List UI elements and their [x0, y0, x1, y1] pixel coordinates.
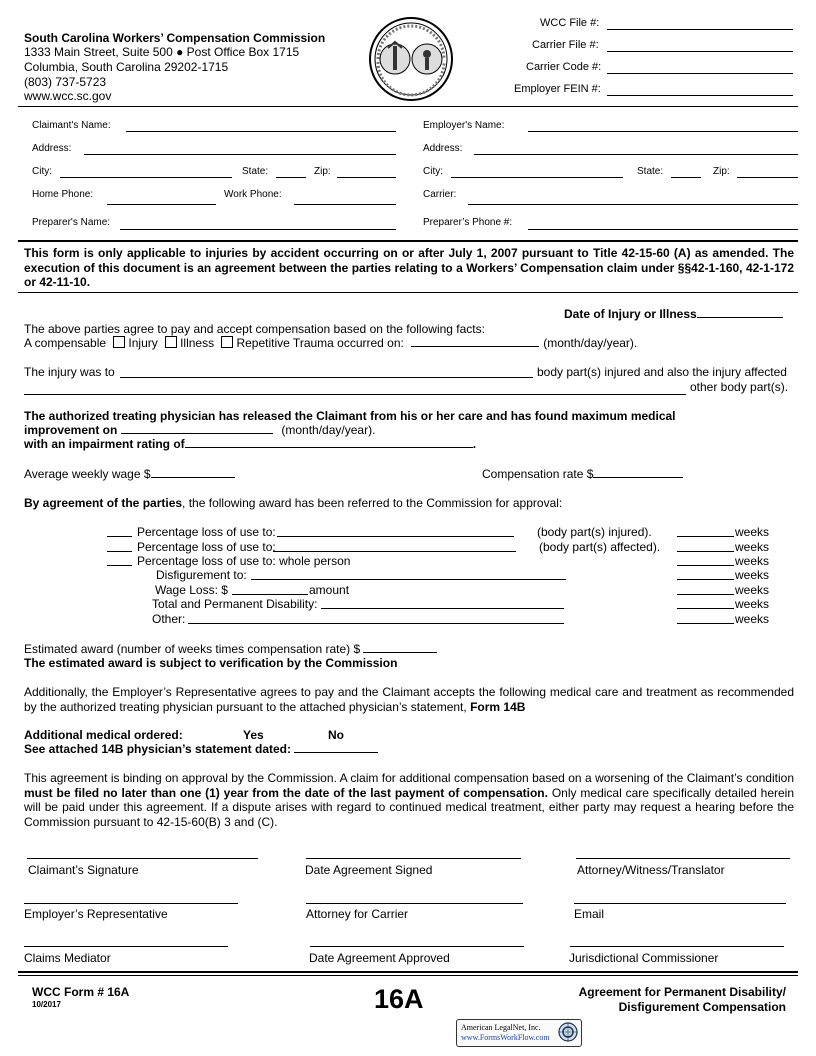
- claimant-signature-line[interactable]: [27, 858, 258, 859]
- injury-was-to-label: The injury was to: [24, 365, 115, 379]
- forms-workflow-logo[interactable]: [456, 1019, 582, 1047]
- employer-fein-label: Employer FEIN #:: [514, 83, 601, 95]
- carrier-file-input[interactable]: [607, 51, 793, 52]
- binding-part-1: This agreement is binding on approval by the Commission. A claim for additional compensation based on a worsening of the Claimant’s condition: [24, 771, 794, 785]
- form-revision: 10/2017: [32, 1000, 61, 1009]
- employer-city-label: City:: [423, 166, 443, 177]
- employer-name-label: Employer's Name:: [423, 120, 505, 131]
- affected-body-part-input[interactable]: [24, 394, 686, 395]
- additional-medical-text: [24, 685, 794, 714]
- pct-loss-affected-input[interactable]: [273, 551, 516, 552]
- claimant-city-label: City:: [32, 166, 52, 177]
- org-phone: (803) 737-5723: [24, 75, 107, 89]
- weeks-6-input[interactable]: [677, 608, 734, 609]
- globe-icon: [558, 1022, 578, 1042]
- pct-loss-affected-label: Percentage loss of use to:: [137, 540, 276, 554]
- employer-state-input[interactable]: [671, 177, 701, 178]
- claimant-zip-label: Zip:: [314, 166, 331, 177]
- employer-address-input[interactable]: [474, 154, 798, 155]
- email-label: Email: [574, 907, 605, 921]
- date-of-injury-input[interactable]: [697, 307, 783, 318]
- comp-rate-label: Compensation rate $: [482, 467, 594, 481]
- state-seal-icon: [368, 16, 454, 102]
- form-title-line-2: Disfigurement Compensation: [618, 1000, 786, 1014]
- estimated-award-label: Estimated award (number of weeks times compensation rate) $: [24, 642, 361, 656]
- award-intro-bold: By agreement of the parties: [24, 496, 183, 510]
- see-attached-label: See attached 14B physician’s statement dated:: [24, 742, 291, 756]
- improvement-on-label: improvement on: [24, 423, 118, 437]
- home-phone-label: Home Phone:: [32, 189, 94, 200]
- form-14b-ref: Form 14B: [470, 699, 526, 714]
- estimated-award-input[interactable]: [363, 642, 437, 653]
- compensable-label: A compensable: [24, 336, 107, 350]
- body-affected-note: (body part(s) affected).: [539, 540, 661, 554]
- claimant-zip-input[interactable]: [337, 177, 396, 178]
- employer-city-input[interactable]: [451, 177, 623, 178]
- employer-address-label: Address:: [423, 143, 463, 154]
- carrier-code-input[interactable]: [607, 73, 793, 74]
- pct-injured-check-input[interactable]: [107, 536, 132, 537]
- footer-divider-thin: [18, 975, 798, 976]
- estimate-subject-note: The estimated award is subject to verification by the Commission: [24, 656, 398, 670]
- avg-wage-input[interactable]: [151, 467, 235, 478]
- wcc-file-input[interactable]: [607, 29, 793, 30]
- weeks-7-input[interactable]: [677, 623, 734, 624]
- carrier-label: Carrier:: [423, 189, 457, 200]
- pct-loss-injured-input[interactable]: [277, 536, 514, 537]
- email-line[interactable]: [574, 903, 786, 904]
- injury-checkbox[interactable]: [113, 336, 125, 348]
- weeks-1-input[interactable]: [677, 536, 734, 537]
- weeks-3-input[interactable]: [677, 565, 734, 566]
- comp-rate-row: [482, 467, 683, 481]
- improvement-date-format: (month/day/year).: [281, 423, 376, 437]
- footer-divider: [18, 971, 798, 973]
- work-phone-label: Work Phone:: [224, 189, 282, 200]
- employer-zip-input[interactable]: [737, 177, 798, 178]
- repetitive-trauma-checkbox[interactable]: [221, 336, 233, 348]
- comp-rate-input[interactable]: [593, 467, 683, 478]
- date-approved-line[interactable]: [310, 946, 524, 947]
- pct-whole-check-input[interactable]: [107, 565, 132, 566]
- weeks-4-label: weeks: [735, 568, 770, 582]
- avg-wage-row: [24, 467, 235, 481]
- weeks-1-label: weeks: [735, 525, 770, 539]
- injury-label: Injury: [128, 336, 158, 350]
- attorney-witness-line[interactable]: [576, 858, 790, 859]
- date-signed-line[interactable]: [306, 858, 521, 859]
- claimant-name-label: Claimant's Name:: [32, 120, 111, 131]
- weeks-3-label: weeks: [735, 554, 770, 568]
- org-address-2: Columbia, South Carolina 29202-1715: [24, 60, 229, 74]
- notice-top-divider: [18, 240, 798, 242]
- date-of-injury-label: Date of Injury or Illness: [564, 307, 783, 321]
- illness-checkbox[interactable]: [165, 336, 177, 348]
- attorney-carrier-label: Attorney for Carrier: [306, 907, 409, 921]
- medical-yes-option[interactable]: Yes: [243, 728, 264, 742]
- occurrence-date-format: (month/day/year).: [543, 336, 638, 350]
- weeks-2-label: weeks: [735, 540, 770, 554]
- physician-statement-date-input[interactable]: [294, 742, 378, 753]
- illness-label: Illness: [180, 336, 215, 350]
- body-injured-note: (body part(s) injured).: [537, 525, 652, 539]
- physician-released-text: The authorized treating physician has released the Claimant from his or her care and has found maximum medical: [24, 409, 676, 423]
- impairment-rating-label: with an impairment rating of: [24, 437, 185, 451]
- other-body-label: other body part(s).: [690, 380, 789, 394]
- juris-commissioner-line[interactable]: [570, 946, 784, 947]
- claimant-address-label: Address:: [32, 143, 72, 154]
- wage-loss-amount-label: amount: [309, 583, 350, 597]
- logo-text-2: www.FormsWorkFlow.com: [461, 1033, 550, 1042]
- org-website[interactable]: www.wcc.sc.gov: [24, 89, 112, 103]
- claimant-state-label: State:: [242, 166, 269, 177]
- preparer-phone-label: Preparer’s Phone #:: [423, 217, 513, 228]
- weeks-5-label: weeks: [735, 583, 770, 597]
- work-phone-input[interactable]: [294, 204, 396, 205]
- compensable-row: [24, 336, 637, 350]
- facts-intro: The above parties agree to pay and accept compensation based on the following facts:: [24, 322, 485, 336]
- injury-body-part-input[interactable]: [120, 377, 533, 378]
- org-name: South Carolina Workers’ Compensation Commission: [24, 31, 326, 45]
- additional-medical-ordered-label: Additional medical ordered:: [24, 728, 183, 742]
- form-big-number: 16A: [374, 984, 424, 1014]
- improvement-row: [24, 423, 375, 437]
- body-injured-label: body part(s) injured and also the injury affected: [537, 365, 787, 379]
- employer-rep-label: Employer’s Representative: [24, 907, 168, 921]
- claimant-signature-label: Claimant’s Signature: [28, 863, 139, 877]
- form-title-line-1: Agreement for Permanent Disability/: [578, 985, 786, 999]
- form-number: WCC Form # 16A: [32, 985, 130, 999]
- org-address-1: 1333 Main Street, Suite 500 ● Post Office Box 1715: [24, 45, 300, 59]
- binding-deadline: must be filed no later than one (1) year from the date of the last payment of compensation.: [24, 785, 548, 800]
- header-divider: [18, 106, 798, 107]
- employer-zip-label: Zip:: [713, 166, 730, 177]
- pct-loss-injured-label: Percentage loss of use to:: [137, 525, 276, 539]
- claims-mediator-label: Claims Mediator: [24, 951, 111, 965]
- occurrence-date-input[interactable]: [411, 336, 539, 347]
- claimant-city-input[interactable]: [60, 177, 232, 178]
- award-intro-rest: , the following award has been referred to the Commission for approval:: [182, 496, 563, 510]
- attorney-carrier-line[interactable]: [306, 903, 523, 904]
- wage-loss-input[interactable]: [232, 594, 308, 595]
- total-permanent-label: Total and Permanent Disability:: [152, 597, 318, 611]
- weeks-2-input[interactable]: [677, 551, 734, 552]
- estimated-award-row: [24, 642, 437, 656]
- binding-part-2: Only medical care specifically detailed herein will be paid under this agreement. If a dispute arises with regard to continued medical treatment, either party may request a hearing before the Commission pursuant to 42-15-60(B) 3 and (C).: [24, 785, 795, 829]
- date-signed-label: Date Agreement Signed: [305, 863, 433, 877]
- applicability-notice: This form is only applicable to injuries by accident occurring on or after July 1, 2007 pursuant to Title 42-15-60 (A) as amended. The execution of this document is an agreement between the parties relating to a Workers’ Compensation claim under §§42-1-160, 42-1-172 or 42-11-10.: [24, 246, 794, 289]
- logo-text-1: American LegalNet, Inc.: [461, 1023, 541, 1032]
- pct-affected-check-input[interactable]: [107, 551, 132, 552]
- preparer-name-input[interactable]: [120, 229, 396, 230]
- impairment-rating-input[interactable]: [185, 437, 473, 448]
- avg-wage-label: Average weekly wage $: [24, 467, 151, 481]
- wage-loss-label: Wage Loss: $: [155, 583, 228, 597]
- claimant-state-input[interactable]: [276, 177, 306, 178]
- home-phone-input[interactable]: [107, 204, 216, 205]
- award-intro: [24, 496, 562, 510]
- other-input[interactable]: [188, 623, 564, 624]
- repetitive-trauma-label: Repetitive Trauma occurred on:: [236, 336, 404, 350]
- see-attached-row: [24, 742, 378, 756]
- employer-name-input[interactable]: [528, 131, 798, 132]
- date-approved-label: Date Agreement Approved: [309, 951, 450, 965]
- weeks-5-input[interactable]: [677, 594, 734, 595]
- carrier-file-label: Carrier File #:: [532, 39, 599, 51]
- weeks-4-input[interactable]: [677, 579, 734, 580]
- wcc-file-label: WCC File #:: [540, 17, 600, 29]
- total-permanent-input[interactable]: [321, 608, 564, 609]
- other-label: Other:: [152, 612, 186, 626]
- claimant-name-input[interactable]: [126, 131, 396, 132]
- impairment-row: with an impairment rating of .: [24, 437, 477, 451]
- employer-rep-line[interactable]: [24, 903, 238, 904]
- preparer-phone-input[interactable]: [528, 229, 798, 230]
- preparer-name-label: Preparer's Name:: [32, 217, 111, 228]
- disfigurement-input[interactable]: [251, 579, 566, 580]
- carrier-input[interactable]: [468, 204, 798, 205]
- binding-agreement-text: [24, 771, 794, 829]
- claims-mediator-line[interactable]: [24, 946, 228, 947]
- disfigurement-label: Disfigurement to:: [156, 568, 247, 582]
- medical-no-option[interactable]: No: [328, 728, 344, 742]
- employer-state-label: State:: [637, 166, 664, 177]
- juris-commissioner-label: Jurisdictional Commissioner: [569, 951, 719, 965]
- additional-medical-body: Additionally, the Employer’s Representative agrees to pay and the Claimant accepts the following medical care and treatment as recommended by the authorized treating physician pursuant to the attached physician’s statement,: [24, 685, 794, 714]
- improvement-date-input[interactable]: [121, 423, 273, 434]
- attorney-witness-label: Attorney/Witness/Translator: [577, 863, 725, 877]
- pct-loss-whole-label: Percentage loss of use to: whole person: [137, 554, 351, 568]
- notice-bottom-divider: [18, 292, 798, 293]
- weeks-6-label: weeks: [735, 597, 770, 611]
- carrier-code-label: Carrier Code #:: [526, 61, 602, 73]
- employer-fein-input[interactable]: [607, 95, 793, 96]
- claimant-address-input[interactable]: [84, 154, 396, 155]
- weeks-7-label: weeks: [735, 612, 770, 626]
